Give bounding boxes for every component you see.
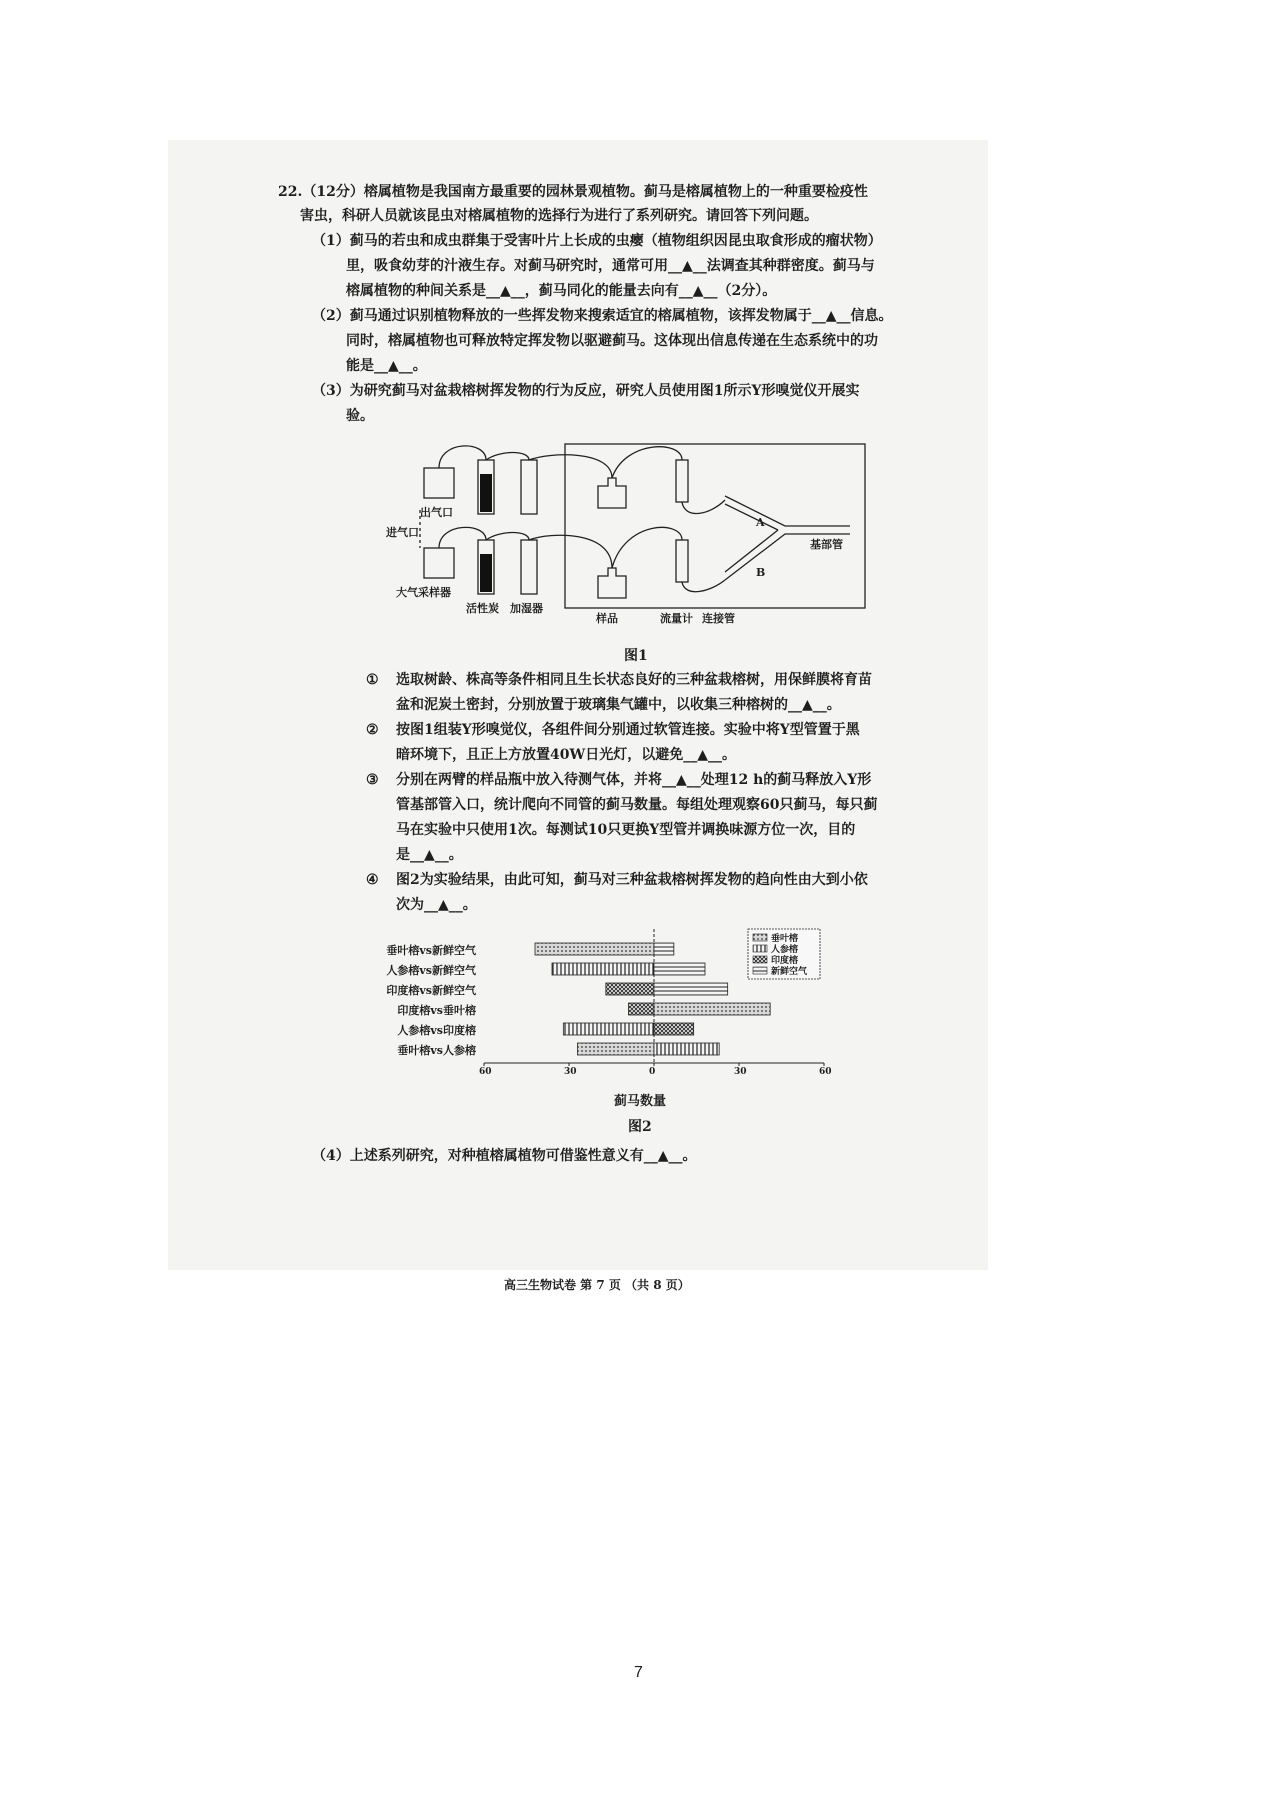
figure1-caption: 图1 bbox=[624, 648, 648, 664]
part3-line-1: （3）为研究蓟马对盆栽榕树挥发物的行为反应，研究人员使用图1所示Y形嗅觉仪开展实 bbox=[312, 383, 860, 399]
label-humidifier: 加湿器 bbox=[510, 602, 543, 615]
legend-label: 垂叶榕 bbox=[771, 934, 799, 944]
bar-left-2 bbox=[606, 983, 654, 995]
figure1-apparatus-diagram bbox=[380, 430, 880, 630]
humidifier-top bbox=[521, 460, 537, 514]
label-arm-b: B bbox=[756, 566, 766, 579]
bar-right-5 bbox=[654, 1043, 719, 1055]
label-flowmeter: 流量计 bbox=[660, 612, 693, 625]
humidifier-bottom bbox=[521, 540, 537, 594]
x-tick-label: 60 bbox=[479, 1067, 492, 1077]
sampler-bottom bbox=[424, 548, 454, 578]
label-sampler: 大气采样器 bbox=[396, 586, 451, 599]
category-label: 印度榕vs新鲜空气 bbox=[386, 984, 476, 997]
step1-line-2: 盆和泥炭土密封，分别放置于玻璃集气罐中，以收集三种榕树的__▲__。 bbox=[396, 697, 841, 713]
category-label: 人参榕vs新鲜空气 bbox=[386, 964, 476, 977]
part1-line-1: （1）蓟马的若虫和成虫群集于受害叶片上长成的虫瘿（植物组织因昆虫取食形成的瘤状物） bbox=[312, 233, 882, 249]
bar-right-3 bbox=[654, 1003, 770, 1015]
part2-line-1: （2）蓟马通过识别植物释放的一些挥发物来搜索适宜的榕属植物，该挥发物属于__▲__信息。 bbox=[312, 308, 893, 324]
step4-line-1: 图2为实验结果，由此可知，蓟马对三种盆栽榕树挥发物的趋向性由大到小依 bbox=[396, 872, 868, 888]
part1-line-3: 榕属植物的种间关系是__▲__，蓟马同化的能量去向有__▲__（2分）。 bbox=[346, 283, 777, 299]
label-arm-a: A bbox=[756, 516, 765, 529]
chart-bars bbox=[535, 943, 770, 1055]
step2-line-1: 按图1组装Y形嗅觉仪，各组件间分别通过软管连接。实验中将Y型管置于黑 bbox=[396, 722, 860, 738]
part4-line-1: （4）上述系列研究，对种植榕属植物可借鉴性意义有__▲__。 bbox=[312, 1148, 697, 1164]
legend-label: 新鲜空气 bbox=[771, 967, 808, 977]
label-outlet: 出气口 bbox=[420, 506, 453, 519]
step2-number: ② bbox=[366, 722, 379, 738]
bar-left-1 bbox=[552, 963, 654, 975]
sampler-top bbox=[424, 468, 454, 498]
step2-line-2: 暗环境下，且正上方放置40W日光灯，以避免__▲__。 bbox=[396, 747, 736, 763]
part2-line-2: 同时，榕属植物也可释放特定挥发物以驱避蓟马。这体现出信息传递在生态系统中的功 bbox=[346, 333, 878, 349]
sample-bottle-bottom bbox=[598, 568, 626, 598]
part1-line-2: 里，吸食幼芽的汁液生存。对蓟马研究时，通常可用__▲__法调查其种群密度。蓟马与 bbox=[346, 258, 875, 274]
label-sample: 样品 bbox=[596, 612, 618, 625]
step3-line-2: 管基部管入口，统计爬向不同管的蓟马数量。每组处理观察60只蓟马，每只蓟 bbox=[396, 797, 878, 813]
label-carbon: 活性炭 bbox=[466, 602, 499, 615]
category-label: 垂叶榕vs人参榕 bbox=[397, 1044, 476, 1057]
x-tick-label: 0 bbox=[649, 1067, 656, 1077]
question-line-1: 22.（12分）榕属植物是我国南方最重要的园林景观植物。蓟马是榕属植物上的一种重要检疫性 bbox=[278, 184, 868, 200]
bar-right-2 bbox=[654, 983, 728, 995]
bar-left-4 bbox=[563, 1023, 654, 1035]
sample-bottle-top bbox=[598, 478, 626, 508]
bar-left-3 bbox=[629, 1003, 655, 1015]
category-label: 人参榕vs印度榕 bbox=[397, 1024, 476, 1037]
step1-number: ① bbox=[366, 672, 379, 688]
bar-left-5 bbox=[578, 1043, 655, 1055]
page-footer: 高三生物试卷 第 7 页 （共 8 页） bbox=[504, 1278, 690, 1292]
category-label: 印度榕vs垂叶榕 bbox=[397, 1004, 476, 1017]
step3-line-4: 是__▲__。 bbox=[396, 847, 463, 863]
part3-line-2: 验。 bbox=[346, 408, 374, 424]
question-line-2: 害虫，科研人员就该昆虫对榕属植物的选择行为进行了系列研究。请回答下列问题。 bbox=[300, 208, 818, 224]
x-tick-label: 30 bbox=[564, 1067, 577, 1077]
label-connector: 连接管 bbox=[702, 612, 735, 625]
label-inlet: 进气口 bbox=[386, 526, 419, 539]
chart-x-axis-label: 蓟马数量 bbox=[614, 1094, 667, 1109]
legend-swatch bbox=[753, 934, 767, 941]
legend-label: 人参榕 bbox=[771, 945, 799, 955]
step4-number: ④ bbox=[366, 872, 379, 888]
x-tick-label: 60 bbox=[819, 1067, 832, 1077]
bar-left-0 bbox=[535, 943, 654, 955]
bar-right-4 bbox=[654, 1023, 694, 1035]
figure2-caption: 图2 bbox=[628, 1119, 652, 1135]
flowmeter-top bbox=[676, 460, 688, 502]
step3-line-3: 马在实验中只使用1次。每测试10只更换Y型管并调换味源方位一次，目的 bbox=[396, 822, 856, 838]
legend-swatch bbox=[753, 945, 767, 952]
flowmeter-bottom bbox=[676, 540, 688, 582]
label-base-tube: 基部管 bbox=[810, 538, 843, 551]
x-tick-label: 30 bbox=[734, 1067, 747, 1077]
step4-line-2: 次为__▲__。 bbox=[396, 897, 477, 913]
bar-right-0 bbox=[654, 943, 674, 955]
step3-number: ③ bbox=[366, 772, 379, 788]
legend-swatch bbox=[753, 956, 767, 963]
step1-line-1: 选取树龄、株高等条件相同且生长状态良好的三种盆栽榕树，用保鲜膜将育苗 bbox=[396, 672, 872, 688]
legend-label: 印度榕 bbox=[771, 956, 799, 966]
page-number: 7 bbox=[634, 1664, 643, 1681]
category-label: 垂叶榕vs新鲜空气 bbox=[386, 944, 476, 957]
step3-line-1: 分别在两臂的样品瓶中放入待测气体，并将__▲__处理12 h的蓟马释放入Y形 bbox=[396, 772, 872, 788]
bar-right-1 bbox=[654, 963, 705, 975]
legend-swatch bbox=[753, 967, 767, 974]
part2-line-3: 能是__▲__。 bbox=[346, 358, 427, 374]
